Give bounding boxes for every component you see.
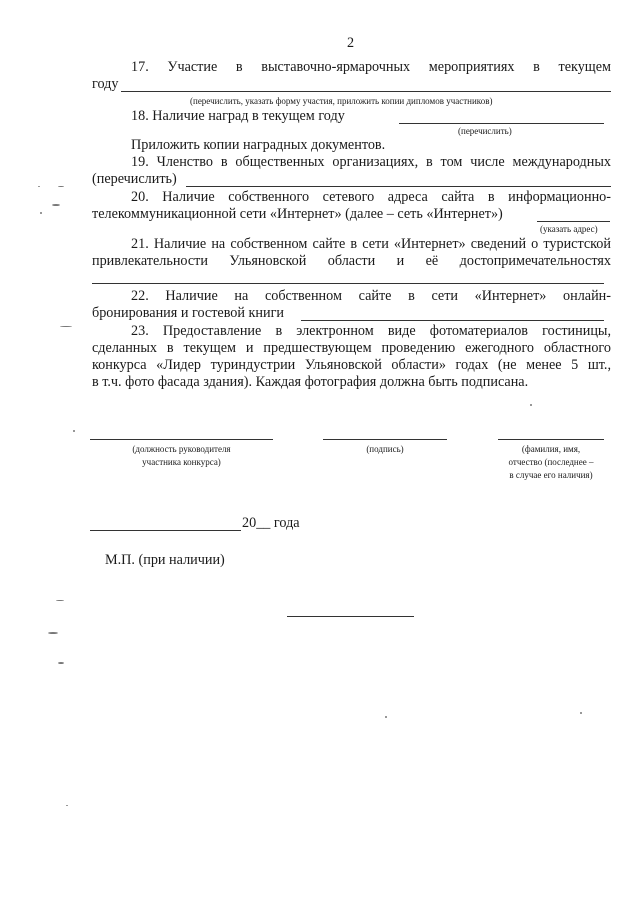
item-22-fill-line [301,320,604,321]
page-number: 2 [347,35,355,51]
item-18-hint: (перечислить) [458,126,512,136]
name-caption-line3: в случае его наличия) [509,470,593,480]
scan-speck [48,632,58,634]
scan-speck [58,662,64,664]
scan-speck [58,186,64,187]
item-21-line1: 21. Наличие на собственном сайте в сети «Интернет» сведений о туристской [131,236,611,252]
item-19-line2: (перечислить) [92,171,177,187]
item-19-fill-line [186,186,611,187]
item-20-hint: (указать адрес) [540,224,598,234]
item-18-fill-line [399,123,604,124]
name-caption-line2: отчество (последнее – [508,457,594,467]
item-21-fill-line [92,283,604,284]
item-20-line2: телекоммуникационной сети «Интернет» (далее – сеть «Интернет») [92,206,503,222]
scan-speck [66,805,68,806]
position-line [90,439,273,440]
signature-line [323,439,447,440]
item-17-fill-line [121,91,611,92]
item-18-line1: 18. Наличие наград в текущем году [131,108,345,124]
name-caption [494,444,608,481]
name-line [498,439,604,440]
item-18-line2: Приложить копии наградных документов. [131,137,386,153]
stamp-label: М.П. (при наличии) [105,552,225,568]
signature-caption: (подпись) [366,444,404,454]
scan-speck [530,404,532,406]
position-caption-line1: (должность руководителя [132,444,231,454]
date-year: 20__ года [242,515,300,531]
item-20-fill-line [537,221,610,222]
scan-speck [60,326,72,327]
scan-speck [73,430,75,432]
item-23-line4: в т.ч. фото фасада здания). Каждая фотография должна быть подписана. [92,374,529,390]
scan-speck [580,712,582,714]
bottom-line [287,616,414,617]
item-23-line1: 23. Предоставление в электронном виде фотоматериалов гостиницы, [131,323,611,339]
scan-speck [385,716,387,718]
item-19-line1: 19. Членство в общественных организациях, в том числе международных [131,154,611,170]
item-23-line3: конкурса «Лидер туриндустрии Ульяновской области» годах (не менее 5 шт., [92,357,611,373]
date-line [90,530,241,531]
scan-speck [40,212,42,214]
item-17-line2: году [92,76,119,92]
position-caption-line2: участника конкурса) [142,457,221,467]
item-20-line1: 20. Наличие собственного сетевого адреса сайта в информационно- [131,189,611,205]
item-17-line1: 17. Участие в выставочно-ярмарочных мероприятиях в текущем [131,59,611,75]
item-21-line2: привлекательности Ульяновской области и её достопримечательностях [92,253,611,269]
item-23-line2: сделанных в текущем и предшествующем проведению ежегодного областного [92,340,611,356]
name-caption-line1: (фамилия, имя, [521,444,581,454]
scan-speck [56,600,64,601]
scan-speck [52,204,60,206]
position-caption [90,444,273,468]
item-22-line1: 22. Наличие на собственном сайте в сети «Интернет» онлайн- [131,288,611,304]
scan-speck [38,186,40,187]
item-22-line2: бронирования и гостевой книги [92,305,285,321]
item-17-hint: (перечислить, указать форму участия, приложить копии дипломов участников) [190,96,493,106]
